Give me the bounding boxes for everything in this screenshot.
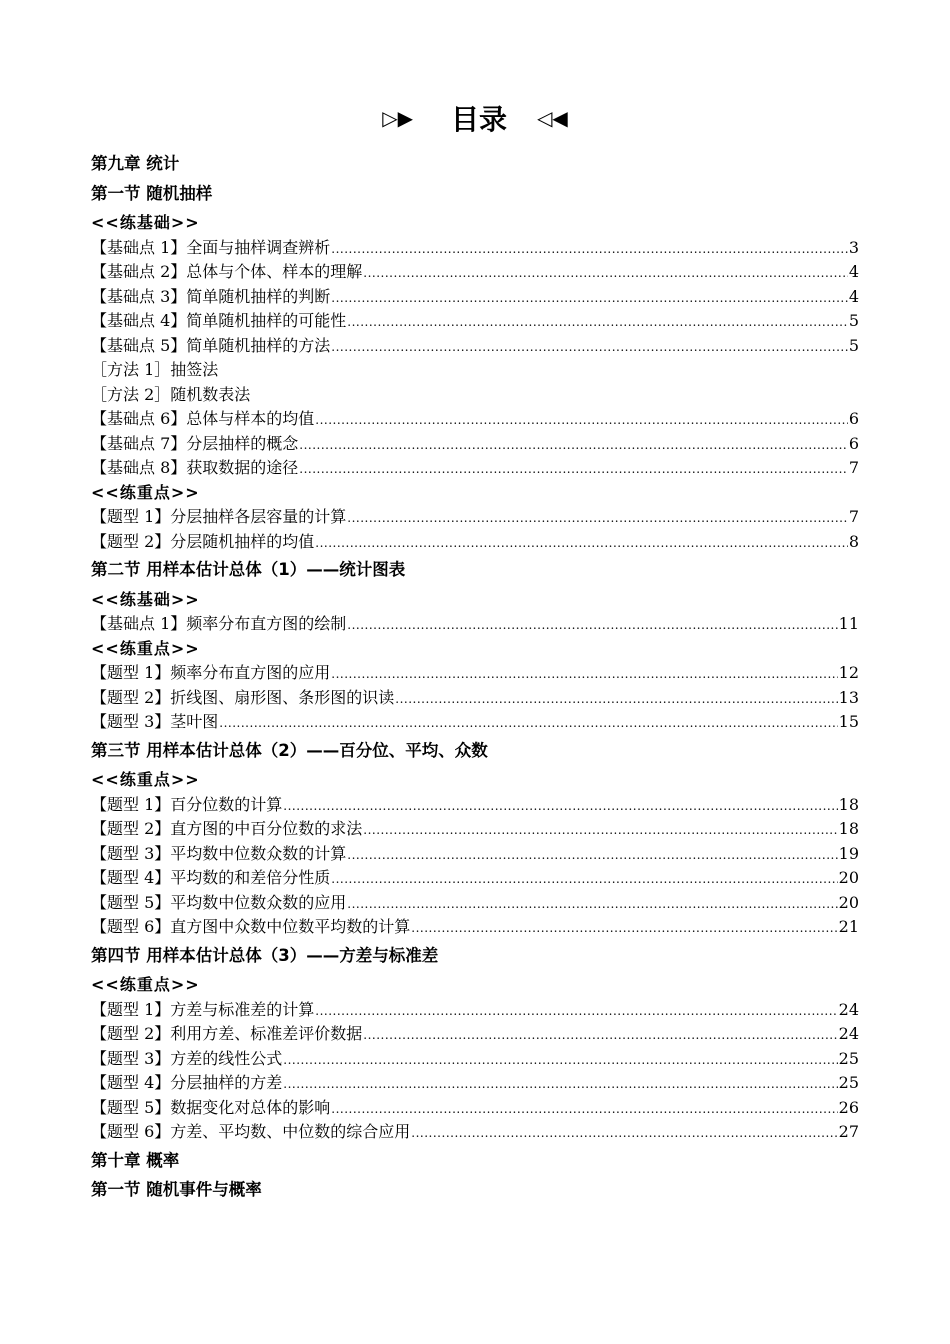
entry-page-number: 6: [848, 433, 859, 453]
toc-entry[interactable]: [91, 842, 859, 867]
toc-header: [0, 98, 950, 138]
practice-label: [91, 211, 859, 236]
toc-entry[interactable]: [91, 334, 859, 359]
table-of-contents: [91, 148, 859, 1208]
entry-page-number: 19: [838, 843, 859, 863]
entry-title: 分层抽样的方差: [170, 1073, 283, 1092]
section-heading[interactable]: 第二节 用样本估计总体（1）——统计图表: [91, 560, 406, 579]
entry-title: 平均数的和差倍分性质: [170, 868, 331, 887]
entry-title: 分层抽样各层容量的计算: [170, 507, 347, 526]
dot-leader: [299, 457, 848, 482]
entry-title: 数据变化对总体的影响: [170, 1097, 331, 1117]
section-heading[interactable]: 第四节 用样本估计总体（3）——方差与标准差: [91, 945, 439, 965]
dot-leader: [331, 286, 848, 311]
entry-tag: 【题型 4】: [91, 1073, 171, 1092]
toc-entry[interactable]: [91, 236, 859, 261]
dot-leader: [347, 310, 848, 335]
dot-leader: [411, 1121, 837, 1146]
dot-leader: [219, 711, 837, 736]
entry-title: 直方图中众数中位数平均数的计算: [170, 917, 411, 936]
entry-title: 全面与抽样调查辨析: [186, 237, 331, 257]
entry-page-number: 18: [838, 794, 859, 814]
practice-label-text: <<练重点>>: [91, 975, 200, 994]
entry-page-number: 25: [838, 1048, 859, 1068]
dot-leader: [315, 408, 848, 433]
entry-title: 总体与个体、样本的理解: [186, 262, 363, 281]
dot-leader: [283, 794, 837, 819]
toc-entry[interactable]: [91, 260, 859, 285]
entry-tag: 【题型 2】: [91, 819, 171, 838]
entry-title: 平均数中位数众数的应用: [170, 892, 347, 912]
entry-page-number: 20: [838, 868, 859, 887]
dot-leader: [331, 1097, 837, 1122]
toc-entry[interactable]: [91, 432, 859, 457]
entry-page-number: 24: [838, 1024, 859, 1043]
toc-entry[interactable]: [91, 686, 859, 711]
entry-page-number: 24: [838, 999, 859, 1019]
dot-leader: [347, 892, 837, 917]
entry-page-number: 7: [848, 507, 859, 526]
practice-label: [91, 973, 859, 998]
entry-title: 总体与样本的均值: [186, 409, 315, 428]
entry-tag: 【基础点 5】: [91, 335, 187, 355]
entry-tag: 【题型 5】: [91, 1097, 171, 1117]
toc-entry[interactable]: [91, 530, 859, 555]
entry-tag: 【题型 1】: [91, 794, 171, 814]
entry-title: 频率分布直方图的绘制: [186, 614, 347, 633]
entry-tag: 【题型 6】: [91, 1122, 171, 1141]
entry-title: 简单随机抽样的可能性: [186, 311, 347, 330]
entry-tag: 【题型 2】: [91, 1024, 171, 1043]
entry-tag: 【基础点 1】: [91, 237, 187, 257]
practice-label: [91, 588, 859, 613]
entry-tag: 【基础点 4】: [91, 311, 187, 330]
toc-entry[interactable]: [91, 1022, 859, 1047]
entry-title: 方差与标准差的计算: [170, 999, 315, 1019]
entry-tag: 【题型 3】: [91, 1048, 171, 1068]
entry-page-number: 20: [838, 892, 859, 912]
toc-entry[interactable]: [91, 1071, 859, 1096]
dot-leader: [315, 531, 848, 556]
toc-entry[interactable]: [91, 661, 859, 686]
practice-label-text: <<练基础>>: [91, 589, 200, 609]
entry-page-number: 3: [848, 237, 859, 257]
practice-label-text: <<练基础>>: [91, 213, 200, 232]
entry-page-number: 21: [838, 917, 859, 936]
entry-tag: 【基础点 1】: [91, 614, 187, 633]
chapter-heading[interactable]: 第十章 概率: [91, 1150, 180, 1170]
toc-entry[interactable]: [91, 612, 859, 637]
dot-leader: [283, 1048, 837, 1073]
entry-page-number: 27: [838, 1122, 859, 1141]
triangle-left-icon: ◁◀: [537, 106, 568, 130]
entry-tag: 【基础点 7】: [91, 433, 187, 453]
dot-leader: [283, 1072, 837, 1097]
toc-entry[interactable]: [91, 891, 859, 916]
entry-page-number: 6: [848, 409, 859, 428]
entry-tag: 【题型 3】: [91, 843, 171, 863]
entry-tag: 【基础点 6】: [91, 409, 187, 428]
entry-title: 利用方差、标准差评价数据: [170, 1024, 363, 1043]
entry-page-number: 11: [838, 614, 859, 633]
entry-page-number: 12: [838, 663, 859, 682]
entry-tag: 【基础点 2】: [91, 262, 187, 281]
entry-page-number: 26: [838, 1097, 859, 1117]
dot-leader: [331, 237, 848, 262]
toc-entry[interactable]: [91, 915, 859, 940]
toc-entry[interactable]: [91, 285, 859, 310]
entry-title: 频率分布直方图的应用: [170, 663, 331, 682]
entry-tag: 【题型 1】: [91, 999, 171, 1019]
entry-tag: 【题型 4】: [91, 868, 171, 887]
entry-title: 分层抽样的概念: [186, 433, 299, 453]
entry-page-number: 18: [838, 819, 859, 838]
dot-leader: [331, 867, 837, 892]
chapter-heading[interactable]: 第九章 统计: [91, 154, 180, 173]
entry-page-number: 4: [848, 286, 859, 306]
toc-entry[interactable]: [91, 710, 859, 735]
toc-entry[interactable]: [91, 407, 859, 432]
section-heading[interactable]: 第三节 用样本估计总体（2）——百分位、平均、众数: [91, 740, 488, 760]
dot-leader: [411, 916, 837, 941]
entry-tag: 【题型 6】: [91, 917, 171, 936]
dot-leader: [347, 613, 837, 638]
practice-label-text: <<练重点>>: [91, 638, 200, 658]
practice-label: [91, 768, 859, 793]
entry-page-number: 25: [838, 1073, 859, 1092]
toc-entry[interactable]: [91, 1047, 859, 1072]
entry-tag: 【基础点 3】: [91, 286, 187, 306]
entry-tag: 【题型 3】: [91, 712, 171, 731]
entry-page-number: 15: [838, 712, 859, 731]
entry-tag: 【题型 2】: [91, 687, 171, 707]
entry-title: 方差、平均数、中位数的综合应用: [170, 1122, 411, 1141]
toc-entry[interactable]: [91, 456, 859, 481]
toc-entry[interactable]: [91, 866, 859, 891]
practice-label-text: <<练重点>>: [91, 482, 200, 502]
entry-title: 平均数中位数众数的计算: [170, 843, 347, 863]
entry-title: 折线图、扇形图、条形图的识读: [170, 687, 395, 707]
entry-title: 获取数据的途径: [186, 458, 299, 477]
entry-page-number: 5: [848, 335, 859, 355]
dot-leader: [363, 818, 837, 843]
practice-label: [91, 481, 859, 506]
method-item: ［方法 2］随机数表法: [91, 384, 251, 404]
toc-entry[interactable]: [91, 1096, 859, 1121]
entry-title: 茎叶图: [170, 712, 219, 731]
method-item: ［方法 1］抽签法: [91, 360, 219, 379]
entry-page-number: 4: [848, 262, 859, 281]
dot-leader: [395, 687, 837, 712]
page-title: 目录: [450, 103, 507, 136]
entry-page-number: 8: [848, 531, 859, 551]
dot-leader: [299, 433, 848, 458]
entry-tag: 【题型 5】: [91, 892, 171, 912]
entry-tag: 【基础点 8】: [91, 458, 187, 477]
section-heading[interactable]: 第一节 随机抽样: [91, 183, 213, 203]
entry-title: 简单随机抽样的方法: [186, 335, 331, 355]
dot-leader: [347, 506, 848, 531]
toc-entry[interactable]: [91, 998, 859, 1023]
dot-leader: [315, 999, 837, 1024]
dot-leader: [331, 662, 837, 687]
toc-entry[interactable]: [91, 309, 859, 334]
entry-title: 方差的线性公式: [170, 1048, 283, 1068]
toc-entry[interactable]: [91, 817, 859, 842]
entry-title: 百分位数的计算: [170, 794, 283, 814]
entry-tag: 【题型 2】: [91, 531, 171, 551]
entry-title: 分层随机抽样的均值: [170, 531, 315, 551]
entry-tag: 【题型 1】: [91, 507, 171, 526]
triangle-right-icon: ▷▶: [382, 106, 413, 130]
entry-page-number: 7: [848, 458, 859, 477]
practice-label-text: <<练重点>>: [91, 770, 200, 789]
dot-leader: [331, 335, 848, 360]
toc-entry[interactable]: [91, 1120, 859, 1145]
entry-title: 直方图的中百分位数的求法: [170, 819, 363, 838]
toc-entry[interactable]: [91, 793, 859, 818]
entry-title: 简单随机抽样的判断: [186, 286, 331, 306]
practice-label: [91, 637, 859, 662]
entry-page-number: 13: [838, 687, 859, 707]
dot-leader: [363, 1023, 837, 1048]
entry-tag: 【题型 1】: [91, 663, 171, 682]
dot-leader: [363, 261, 848, 286]
entry-page-number: 5: [848, 311, 859, 330]
section-heading[interactable]: 第一节 随机事件与概率: [91, 1180, 262, 1199]
toc-entry[interactable]: [91, 505, 859, 530]
dot-leader: [347, 843, 837, 868]
